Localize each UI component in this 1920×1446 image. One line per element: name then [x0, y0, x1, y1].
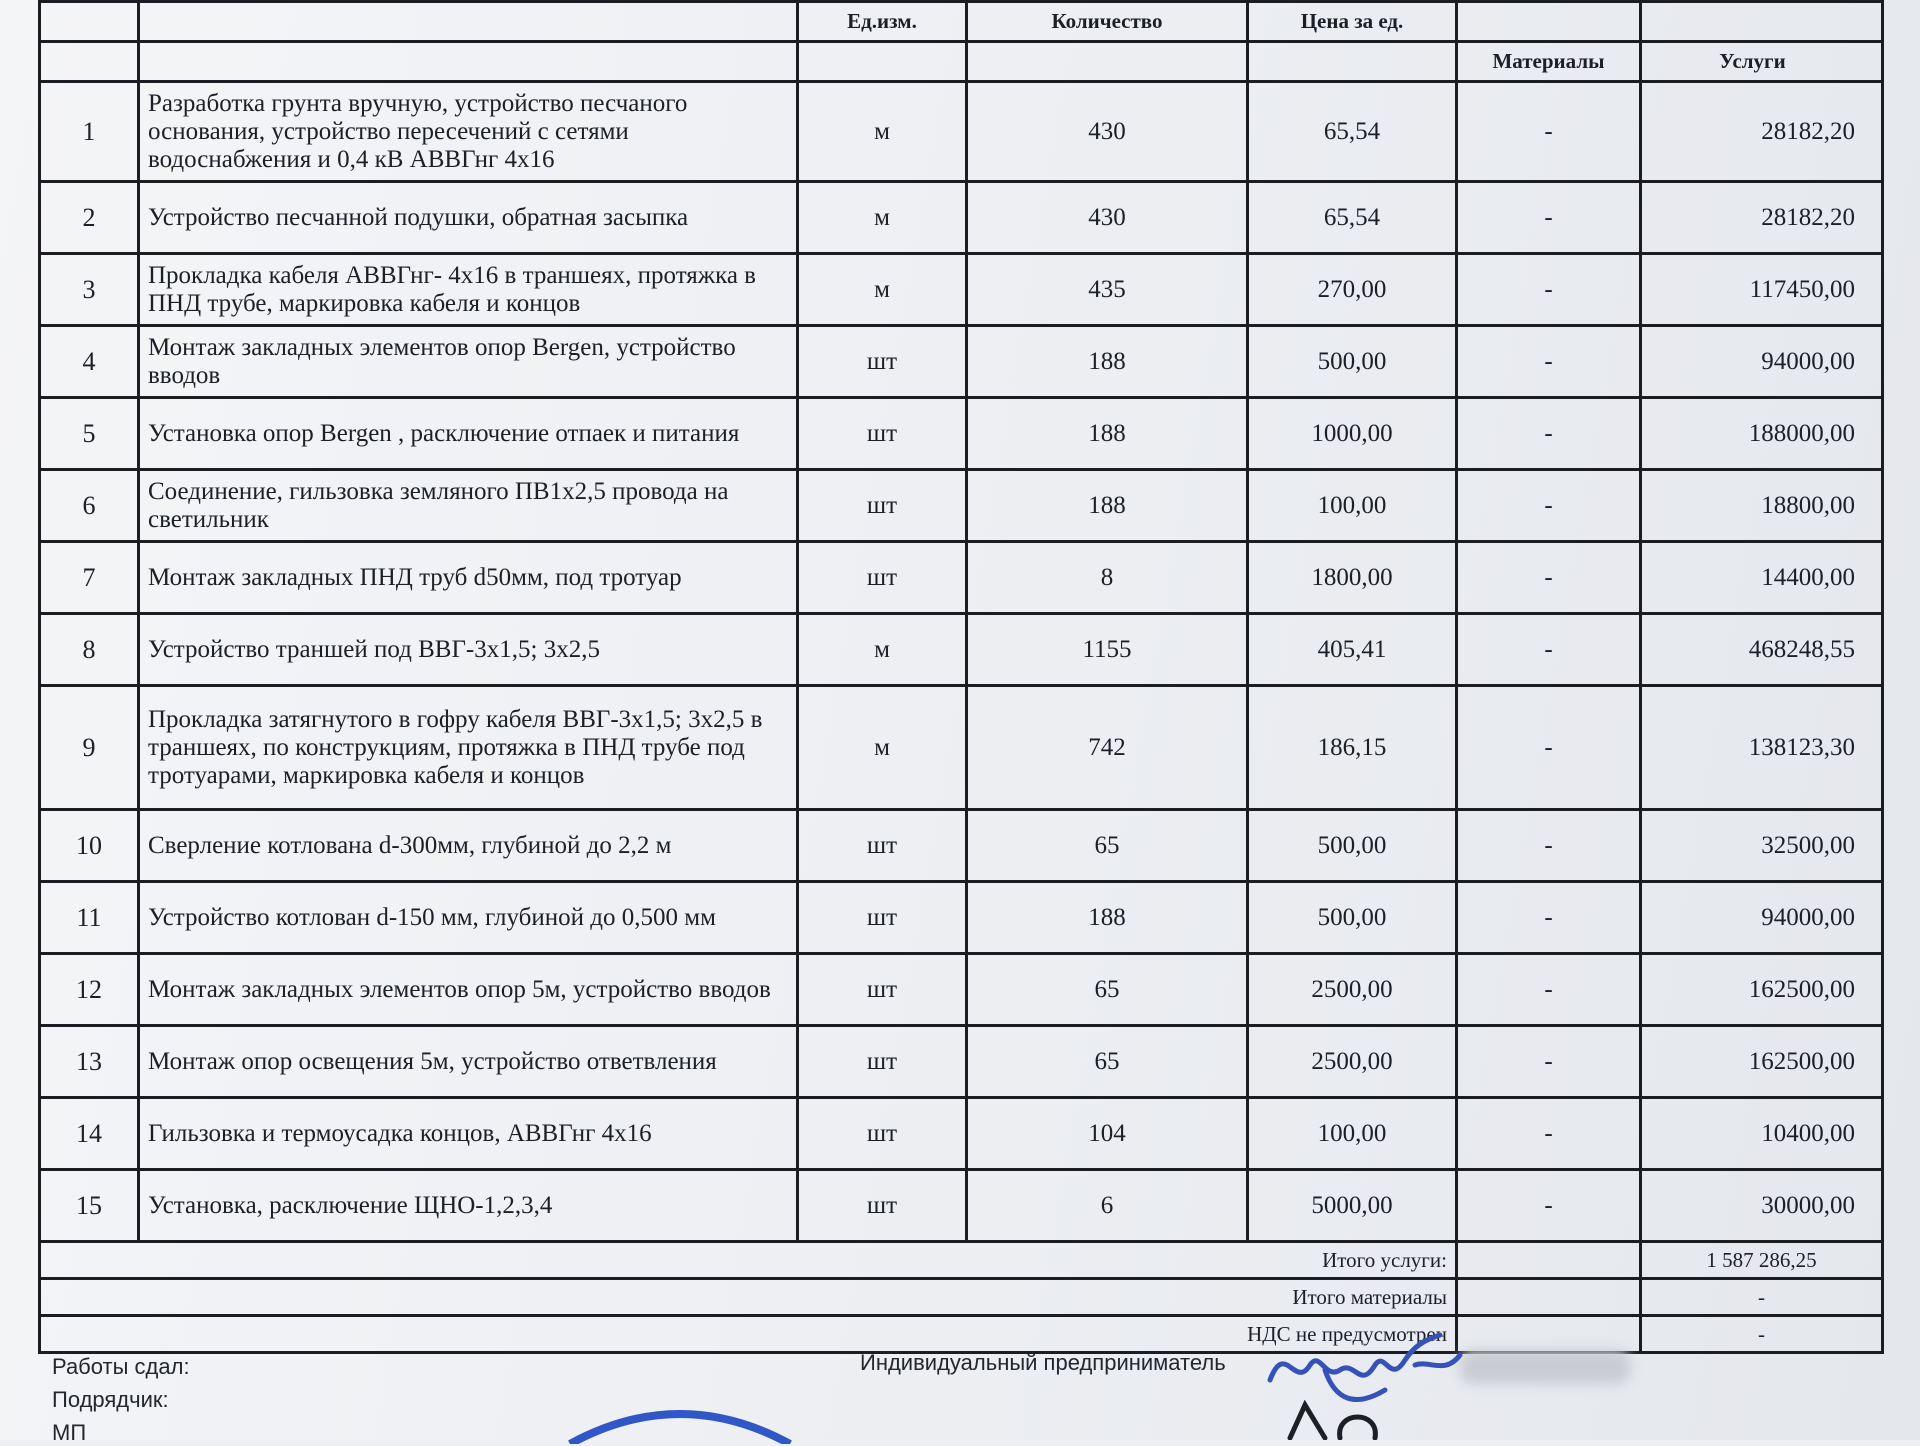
row-price: 500,00	[1248, 810, 1457, 882]
table-row	[40, 470, 1883, 542]
total-materials-value: -	[1641, 1279, 1883, 1316]
row-materials: -	[1457, 542, 1641, 614]
row-materials: -	[1457, 1170, 1641, 1242]
row-name: Монтаж закладных ПНД труб d50мм, под тротуар	[139, 542, 798, 614]
row-services: 18800,00	[1641, 470, 1883, 542]
row-materials: -	[1457, 470, 1641, 542]
row-name: Устройство траншей под ВВГ-3х1,5; 3х2,5	[139, 614, 798, 686]
row-price: 405,41	[1248, 614, 1457, 686]
table-row	[40, 1026, 1883, 1098]
row-unit: шт	[798, 398, 967, 470]
total-services-label: Итого услуги:	[40, 1242, 1457, 1279]
row-price: 186,15	[1248, 686, 1457, 810]
signature-icon	[1265, 1320, 1465, 1410]
row-unit: шт	[798, 954, 967, 1026]
row-price: 100,00	[1248, 1098, 1457, 1170]
row-materials: -	[1457, 398, 1641, 470]
row-unit: м	[798, 686, 967, 810]
row-unit: шт	[798, 326, 967, 398]
table-row	[40, 882, 1883, 954]
row-materials: -	[1457, 182, 1641, 254]
row-services: 162500,00	[1641, 1026, 1883, 1098]
row-services: 14400,00	[1641, 542, 1883, 614]
row-price: 500,00	[1248, 326, 1457, 398]
row-unit: шт	[798, 470, 967, 542]
row-price: 1800,00	[1248, 542, 1457, 614]
table-row	[40, 82, 1883, 182]
table-row	[40, 810, 1883, 882]
row-name: Прокладка затягнутого в гофру кабеля ВВГ-3х1,5; 3х2,5 в траншеях, по конструкциям, протяжка в ПНД трубе под тротуарами, маркировка кабеля и концов	[139, 686, 798, 810]
row-price: 2500,00	[1248, 1026, 1457, 1098]
row-num: 1	[40, 82, 139, 182]
row-unit: шт	[798, 882, 967, 954]
row-unit: м	[798, 182, 967, 254]
row-qty: 188	[967, 470, 1248, 542]
row-name: Разработка грунта вручную, устройство песчаного основания, устройство пересечений с сетями водоснабжения и 0,4 кВ АВВГнг 4х16	[139, 82, 798, 182]
ip-label: Индивидуальный предприниматель	[860, 1350, 1226, 1375]
row-price: 5000,00	[1248, 1170, 1457, 1242]
row-services: 94000,00	[1641, 326, 1883, 398]
row-services: 10400,00	[1641, 1098, 1883, 1170]
row-unit: шт	[798, 810, 967, 882]
row-num: 15	[40, 1170, 139, 1242]
row-materials: -	[1457, 686, 1641, 810]
row-name: Сверление котлована d-300мм, глубиной до 2,2 м	[139, 810, 798, 882]
table-row	[40, 254, 1883, 326]
row-num: 3	[40, 254, 139, 326]
row-name: Установка, расключение ЩНО-1,2,3,4	[139, 1170, 798, 1242]
table-subheader-row	[40, 42, 1883, 82]
row-unit: м	[798, 614, 967, 686]
row-services: 188000,00	[1641, 398, 1883, 470]
row-materials: -	[1457, 326, 1641, 398]
row-materials: -	[1457, 614, 1641, 686]
row-name: Монтаж опор освещения 5м, устройство ответвления	[139, 1026, 798, 1098]
row-qty: 1155	[967, 614, 1248, 686]
header-unit: Ед.изм.	[798, 2, 967, 42]
redacted-name	[1460, 1350, 1630, 1384]
total-services-row	[40, 1242, 1883, 1279]
row-unit: шт	[798, 1098, 967, 1170]
header-qty: Количество	[967, 2, 1248, 42]
row-materials: -	[1457, 254, 1641, 326]
contractor-label: Подрядчик:	[52, 1387, 169, 1412]
row-qty: 65	[967, 810, 1248, 882]
row-services: 30000,00	[1641, 1170, 1883, 1242]
row-num: 6	[40, 470, 139, 542]
row-name: Установка опор Bergen , расключение отпаек и питания	[139, 398, 798, 470]
handwritten-mark-icon	[1285, 1400, 1405, 1440]
table-header-row	[40, 2, 1883, 42]
table-row	[40, 614, 1883, 686]
row-unit: м	[798, 254, 967, 326]
row-price: 1000,00	[1248, 398, 1457, 470]
table-row	[40, 686, 1883, 810]
works-table	[38, 0, 1884, 1354]
row-services: 94000,00	[1641, 882, 1883, 954]
row-num: 10	[40, 810, 139, 882]
vat-label: НДС не предусмотрен	[40, 1316, 1457, 1353]
row-services: 468248,55	[1641, 614, 1883, 686]
row-num: 2	[40, 182, 139, 254]
table-body	[40, 82, 1883, 1242]
row-materials: -	[1457, 1026, 1641, 1098]
row-services: 32500,00	[1641, 810, 1883, 882]
row-materials: -	[1457, 82, 1641, 182]
row-name: Гильзовка и термоусадка концов, АВВГнг 4х16	[139, 1098, 798, 1170]
total-materials-row	[40, 1279, 1883, 1316]
row-name: Соединение, гильзовка земляного ПВ1х2,5 провода на светильник	[139, 470, 798, 542]
row-qty: 742	[967, 686, 1248, 810]
row-qty: 188	[967, 398, 1248, 470]
row-qty: 65	[967, 1026, 1248, 1098]
row-name: Устройство песчанной подушки, обратная засыпка	[139, 182, 798, 254]
row-qty: 188	[967, 882, 1248, 954]
row-price: 100,00	[1248, 470, 1457, 542]
total-services-value: 1 587 286,25	[1641, 1242, 1883, 1279]
row-services: 162500,00	[1641, 954, 1883, 1026]
table-row	[40, 182, 1883, 254]
row-num: 9	[40, 686, 139, 810]
row-qty: 188	[967, 326, 1248, 398]
header-empty-1	[1457, 2, 1641, 42]
row-unit: шт	[798, 1170, 967, 1242]
row-price: 65,54	[1248, 182, 1457, 254]
row-qty: 430	[967, 82, 1248, 182]
stamp-icon	[560, 1404, 800, 1444]
table-row	[40, 1098, 1883, 1170]
mp-label: МП	[52, 1420, 87, 1445]
row-price: 270,00	[1248, 254, 1457, 326]
table-row	[40, 326, 1883, 398]
row-services: 28182,20	[1641, 182, 1883, 254]
row-materials: -	[1457, 882, 1641, 954]
header-empty-2	[1641, 2, 1883, 42]
row-services: 117450,00	[1641, 254, 1883, 326]
row-qty: 6	[967, 1170, 1248, 1242]
row-name: Устройство котлован d-150 мм, глубиной до 0,500 мм	[139, 882, 798, 954]
header-services: Услуги	[1641, 42, 1883, 82]
vat-value: -	[1641, 1316, 1883, 1353]
header-name	[139, 2, 798, 42]
row-qty: 65	[967, 954, 1248, 1026]
table-row	[40, 954, 1883, 1026]
row-num: 5	[40, 398, 139, 470]
table-row	[40, 1170, 1883, 1242]
row-unit: м	[798, 82, 967, 182]
row-price: 65,54	[1248, 82, 1457, 182]
header-materials: Материалы	[1457, 42, 1641, 82]
row-name: Прокладка кабеля АВВГнг- 4х16 в траншеях, протяжка в ПНД трубе, маркировка кабеля и концов	[139, 254, 798, 326]
row-num: 8	[40, 614, 139, 686]
table-row	[40, 398, 1883, 470]
row-unit: шт	[798, 542, 967, 614]
row-num: 14	[40, 1098, 139, 1170]
table-row	[40, 542, 1883, 614]
row-services: 138123,30	[1641, 686, 1883, 810]
row-num: 7	[40, 542, 139, 614]
row-name: Монтаж закладных элементов опор 5м, устройство вводов	[139, 954, 798, 1026]
row-materials: -	[1457, 954, 1641, 1026]
header-price: Цена за ед.	[1248, 2, 1457, 42]
row-num: 4	[40, 326, 139, 398]
row-unit: шт	[798, 1026, 967, 1098]
row-num: 11	[40, 882, 139, 954]
row-num: 12	[40, 954, 139, 1026]
row-price: 500,00	[1248, 882, 1457, 954]
row-name: Монтаж закладных элементов опор Bergen, устройство вводов	[139, 326, 798, 398]
row-num: 13	[40, 1026, 139, 1098]
works-delivered-label: Работы сдал:	[52, 1354, 190, 1379]
total-materials-label: Итого материалы	[40, 1279, 1457, 1316]
row-qty: 8	[967, 542, 1248, 614]
vat-row	[40, 1316, 1883, 1353]
row-qty: 435	[967, 254, 1248, 326]
header-num	[40, 2, 139, 42]
row-qty: 104	[967, 1098, 1248, 1170]
row-services: 28182,20	[1641, 82, 1883, 182]
row-materials: -	[1457, 1098, 1641, 1170]
row-qty: 430	[967, 182, 1248, 254]
row-materials: -	[1457, 810, 1641, 882]
row-price: 2500,00	[1248, 954, 1457, 1026]
